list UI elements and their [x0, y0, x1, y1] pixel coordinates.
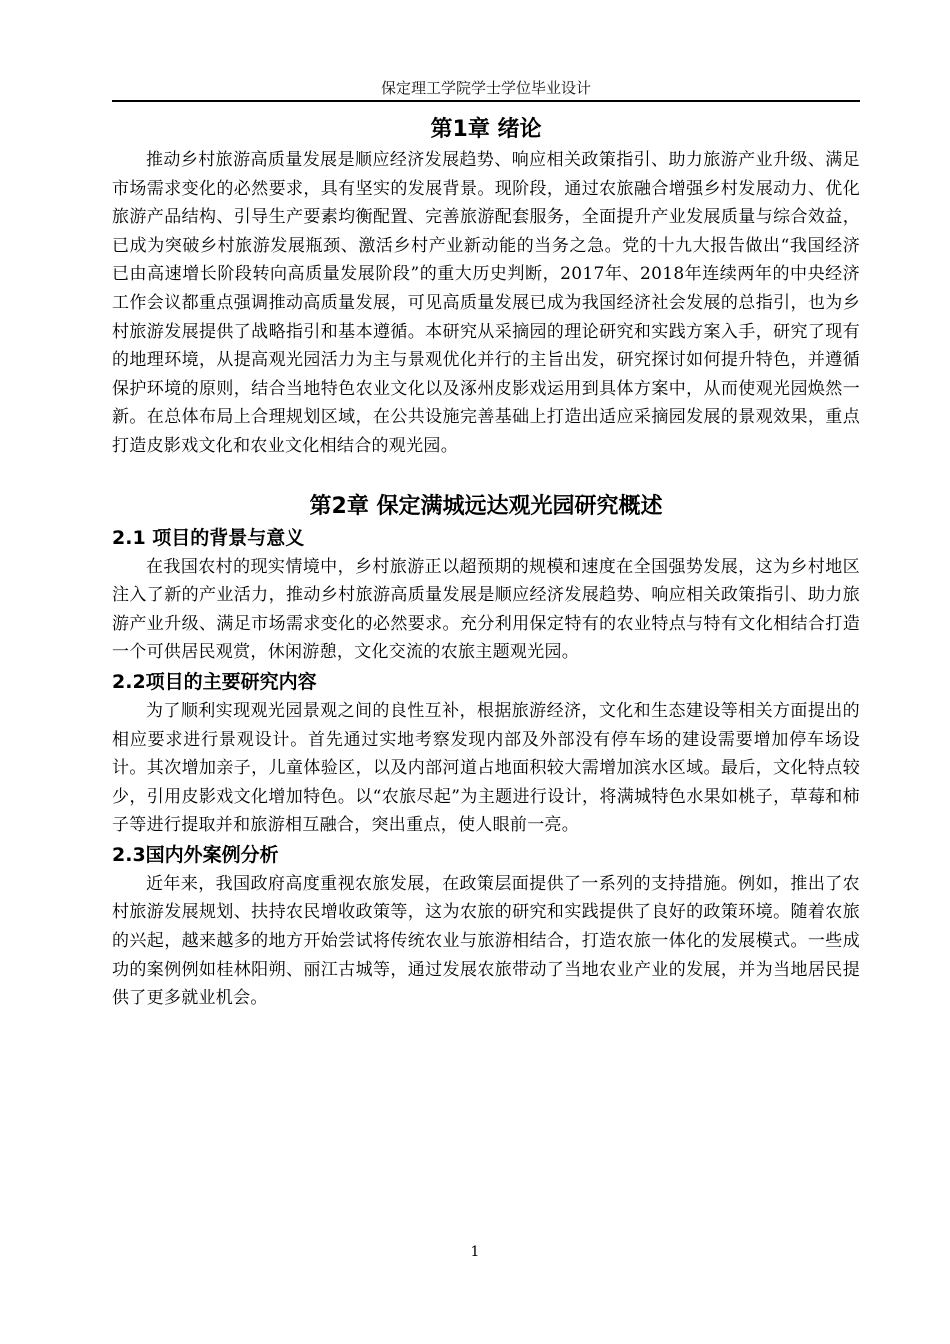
page-number: 1 [470, 1244, 480, 1260]
section-2-3-paragraph: 近年来，我国政府高度重视农旅发展，在政策层面提供了一系列的支持措施。例如，推出了农村旅游发展规划、扶持农民增收政策等，这为农旅的研究和实践提供了良好的政策环境。随着农旅的兴起，越来越多的地方开始尝试将传统农业与旅游相结合，打造农旅一体化的发展模式。一些成功的案例例如桂林阳朔、丽江古城等，通过发展农旅带动了当地农业产业的发展，并为当地居民提供了更多就业机会。 [112, 873, 860, 1009]
header-rule [112, 100, 860, 102]
page-body [112, 114, 860, 1013]
section-2-2-heading: 2.2项目的主要研究内容 [112, 670, 317, 693]
spacer [112, 461, 860, 491]
section-2-1-heading: 2.1 项目的背景与意义 [112, 526, 305, 549]
running-header: 保定理工学院学士学位毕业设计 [380, 79, 591, 97]
section-2-2-paragraph: 为了顺利实现观光园景观之间的良性互补，根据旅游经济，文化和生态建设等相关方面提出的相应要求进行景观设计。首先通过实地考察发现内部及外部没有停车场的建设需要增加停车场设计。其次增加亲子，儿童体验区，以及内部河道占地面积较大需增加滨水区域。最后，文化特点较少，引用皮影戏文化增加特色。以“农旅尽起”为主题进行设计，将满城特色水果如桃子，草莓和柿子等进行提取并和旅游相互融合，突出重点，使人眼前一亮。 [112, 700, 860, 836]
section-2-1-paragraph: 在我国农村的现实情境中，乡村旅游正以超预期的规模和速度在全国强势发展，这为乡村地区注入了新的产业活力，推动乡村旅游高质量发展是顺应经济发展趋势、响应相关政策指引、助力旅游产业升级、满足市场需求变化的必然要求。充分利用保定特有的农业特点与特有文化相结合打造一个可供居民观赏，休闲游憩，文化交流的农旅主题观光园。 [112, 556, 860, 663]
section-2-3-heading: 2.3国内外案例分析 [112, 843, 279, 866]
chapter-2-title: 第2章 保定满城远达观光园研究概述 [309, 493, 663, 519]
chapter-1-title: 第1章 绪论 [430, 117, 542, 142]
chapter-1-paragraph: 推动乡村旅游高质量发展是顺应经济发展趋势、响应相关政策指引、助力旅游产业升级、满足市场需求变化的必然要求，具有坚实的发展背景。现阶段，通过农旅融合增强乡村发展动力、优化旅游产品结构、引导生产要素均衡配置、完善旅游配套服务，全面提升产业发展质量与综合效益，已成为突破乡村旅游发展瓶颈、激活乡村产业新动能的当务之急。党的十九大报告做出“我国经济已由高速增长阶段转向高质量发展阶段”的重大历史判断，2017年、2018年连续两年的中央经济工作会议都重点强调推动高质量发展，可见高质量发展已成为我国经济社会发展的总指引，也为乡村旅游发展提供了战略指引和基本遵循。本研究从采摘园的理论研究和实践方案入手，研究了现有的地理环境，从提高观光园活力为主与景观优化并行的主旨出发，研究探讨如何提升特色，并遵循保护环境的原则，结合当地特色农业文化以及涿州皮影戏运用到具体方案中，从而使观光园焕然一新。在总体布局上合理规划区域，在公共设施完善基础上打造出适应采摘园发展的景观效果，重点打造皮影戏文化和农业文化相结合的观光园。 [112, 150, 860, 456]
